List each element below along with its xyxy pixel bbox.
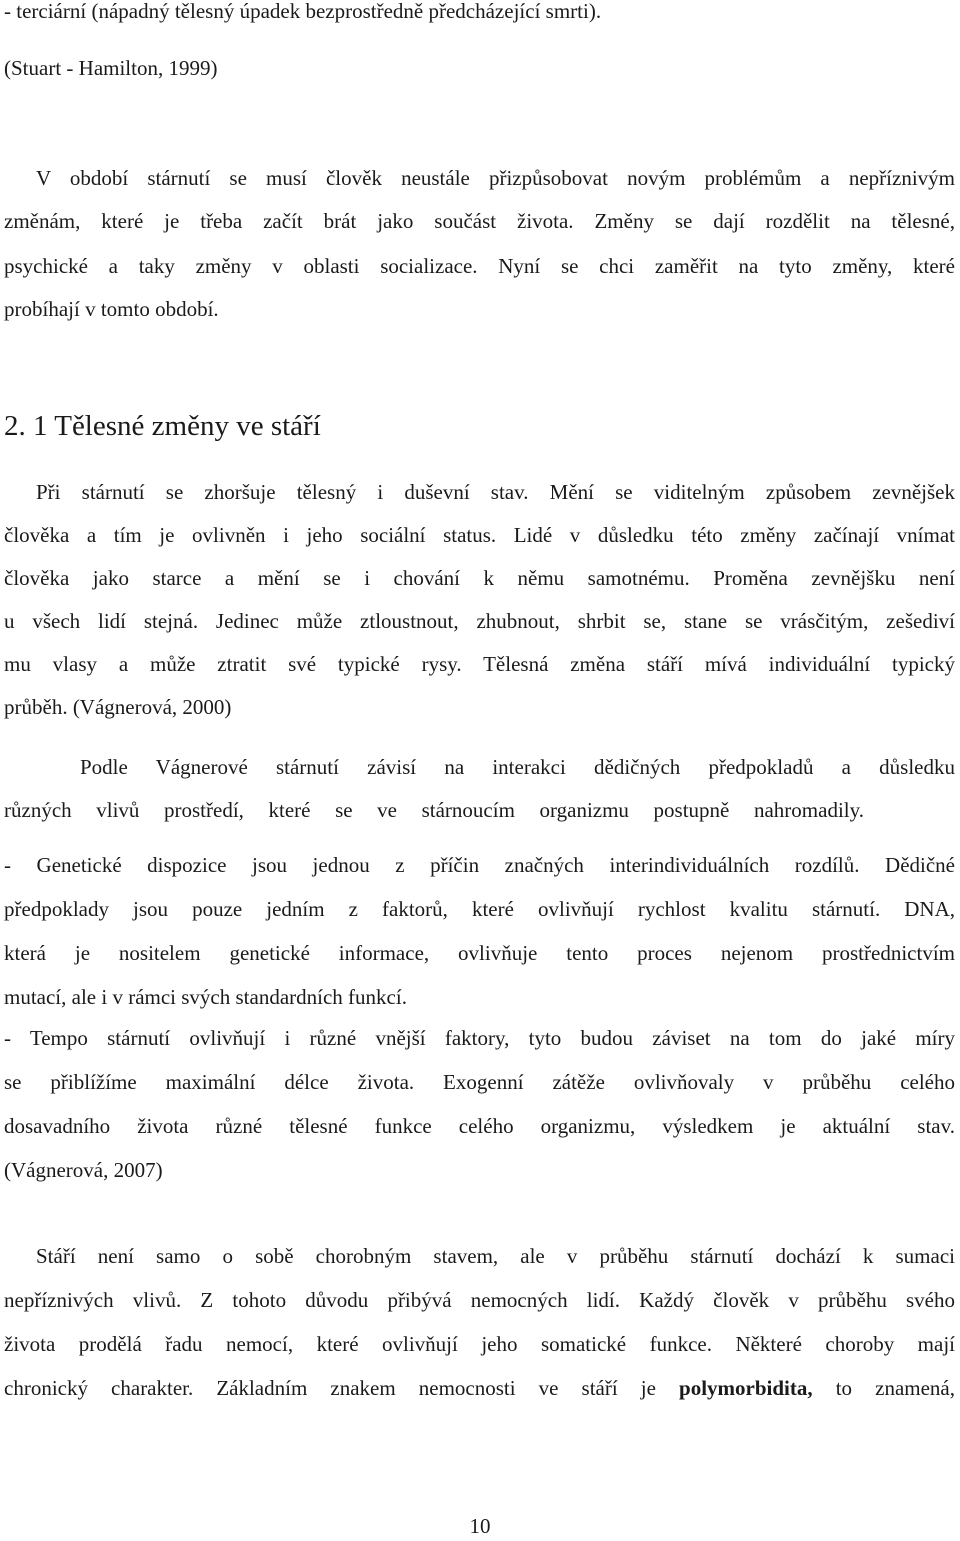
paragraph-line: [4, 1373, 955, 1403]
text-line: - terciární (nápadný tělesný úpadek bezprostředně předcházející smrti).: [4, 0, 602, 23]
citation: (Stuart - Hamilton, 1999): [4, 56, 218, 80]
emphasized-term: polymorbidita,: [679, 1376, 813, 1400]
paragraph-line: probíhají v tomto období.: [4, 297, 219, 321]
paragraph-line: nepříznivých vlivů. Z tohoto důvodu přibývá nemocných lidí. Každý člověk v průběhu svého: [4, 1288, 955, 1312]
paragraph-line: různých vlivů prostředí, které se ve stárnoucím organizmu postupně nahromadily.: [4, 798, 864, 822]
paragraph-line: průběh. (Vágnerová, 2000): [4, 695, 232, 719]
text-run: chronický charakter. Základním znakem nemocnosti ve stáří je: [4, 1376, 680, 1400]
paragraph-line: mu vlasy a může ztratit své typické rysy. Tělesná změna stáří mívá individuální typický: [4, 652, 955, 676]
paragraph-line: života prodělá řadu nemocí, které ovlivňují jeho somatické funkce. Některé choroby mají: [4, 1332, 955, 1356]
page-number: 10: [469, 1514, 491, 1538]
paragraph-line: která je nositelem genetické informace, ovlivňuje tento proces nejenom prostřednictvím: [4, 941, 955, 965]
paragraph-line: Podle Vágnerové stárnutí závisí na interakci dědičných předpokladů a důsledku: [80, 755, 955, 779]
text-run: to znamená,: [812, 1376, 956, 1400]
paragraph-line: V období stárnutí se musí člověk neustále přizpůsobovat novým problémům a nepříznivým: [36, 166, 955, 190]
paragraph-line: psychické a taky změny v oblasti socializace. Nyní se chci zaměřit na tyto změny, které: [4, 254, 955, 278]
paragraph-line: člověka jako starce a mění se i chování k němu samotnému. Proměna zevnějšku není: [4, 566, 955, 590]
paragraph-line: člověka a tím je ovlivněn i jeho sociální status. Lidé v důsledku této změny začínají vnímat: [4, 523, 955, 547]
paragraph-line: předpoklady jsou pouze jedním z faktorů, které ovlivňují rychlost kvalitu stárnutí. DNA,: [4, 897, 955, 921]
paragraph-line: Stáří není samo o sobě chorobným stavem, ale v průběhu stárnutí dochází k sumaci: [36, 1244, 955, 1268]
paragraph-line: se přiblížíme maximální délce života. Exogenní zátěže ovlivňovaly v průběhu celého: [4, 1070, 955, 1094]
paragraph-line: změnám, které je třeba začít brát jako součást života. Změny se dají rozdělit na tělesné,: [4, 209, 955, 233]
paragraph-line: mutací, ale i v rámci svých standardních funkcí.: [4, 985, 407, 1009]
paragraph-line: - Tempo stárnutí ovlivňují i různé vnější faktory, tyto budou záviset na tom do jaké míry: [4, 1026, 955, 1050]
paragraph-line: u všech lidí stejná. Jedinec může ztloustnout, zhubnout, shrbit se, stane se vrásčitým, zešediví: [4, 609, 955, 633]
citation: (Vágnerová, 2007): [4, 1158, 163, 1182]
paragraph-line: dosavadního života různé tělesné funkce celého organizmu, výsledkem je aktuální stav.: [4, 1114, 955, 1138]
paragraph-line: - Genetické dispozice jsou jednou z příčin značných interindividuálních rozdílů. Dědičné: [4, 853, 955, 877]
paragraph-line: Při stárnutí se zhoršuje tělesný i duševní stav. Mění se viditelným způsobem zevnějšek: [36, 480, 955, 504]
section-heading: 2. 1 Tělesné změny ve stáří: [4, 410, 321, 442]
